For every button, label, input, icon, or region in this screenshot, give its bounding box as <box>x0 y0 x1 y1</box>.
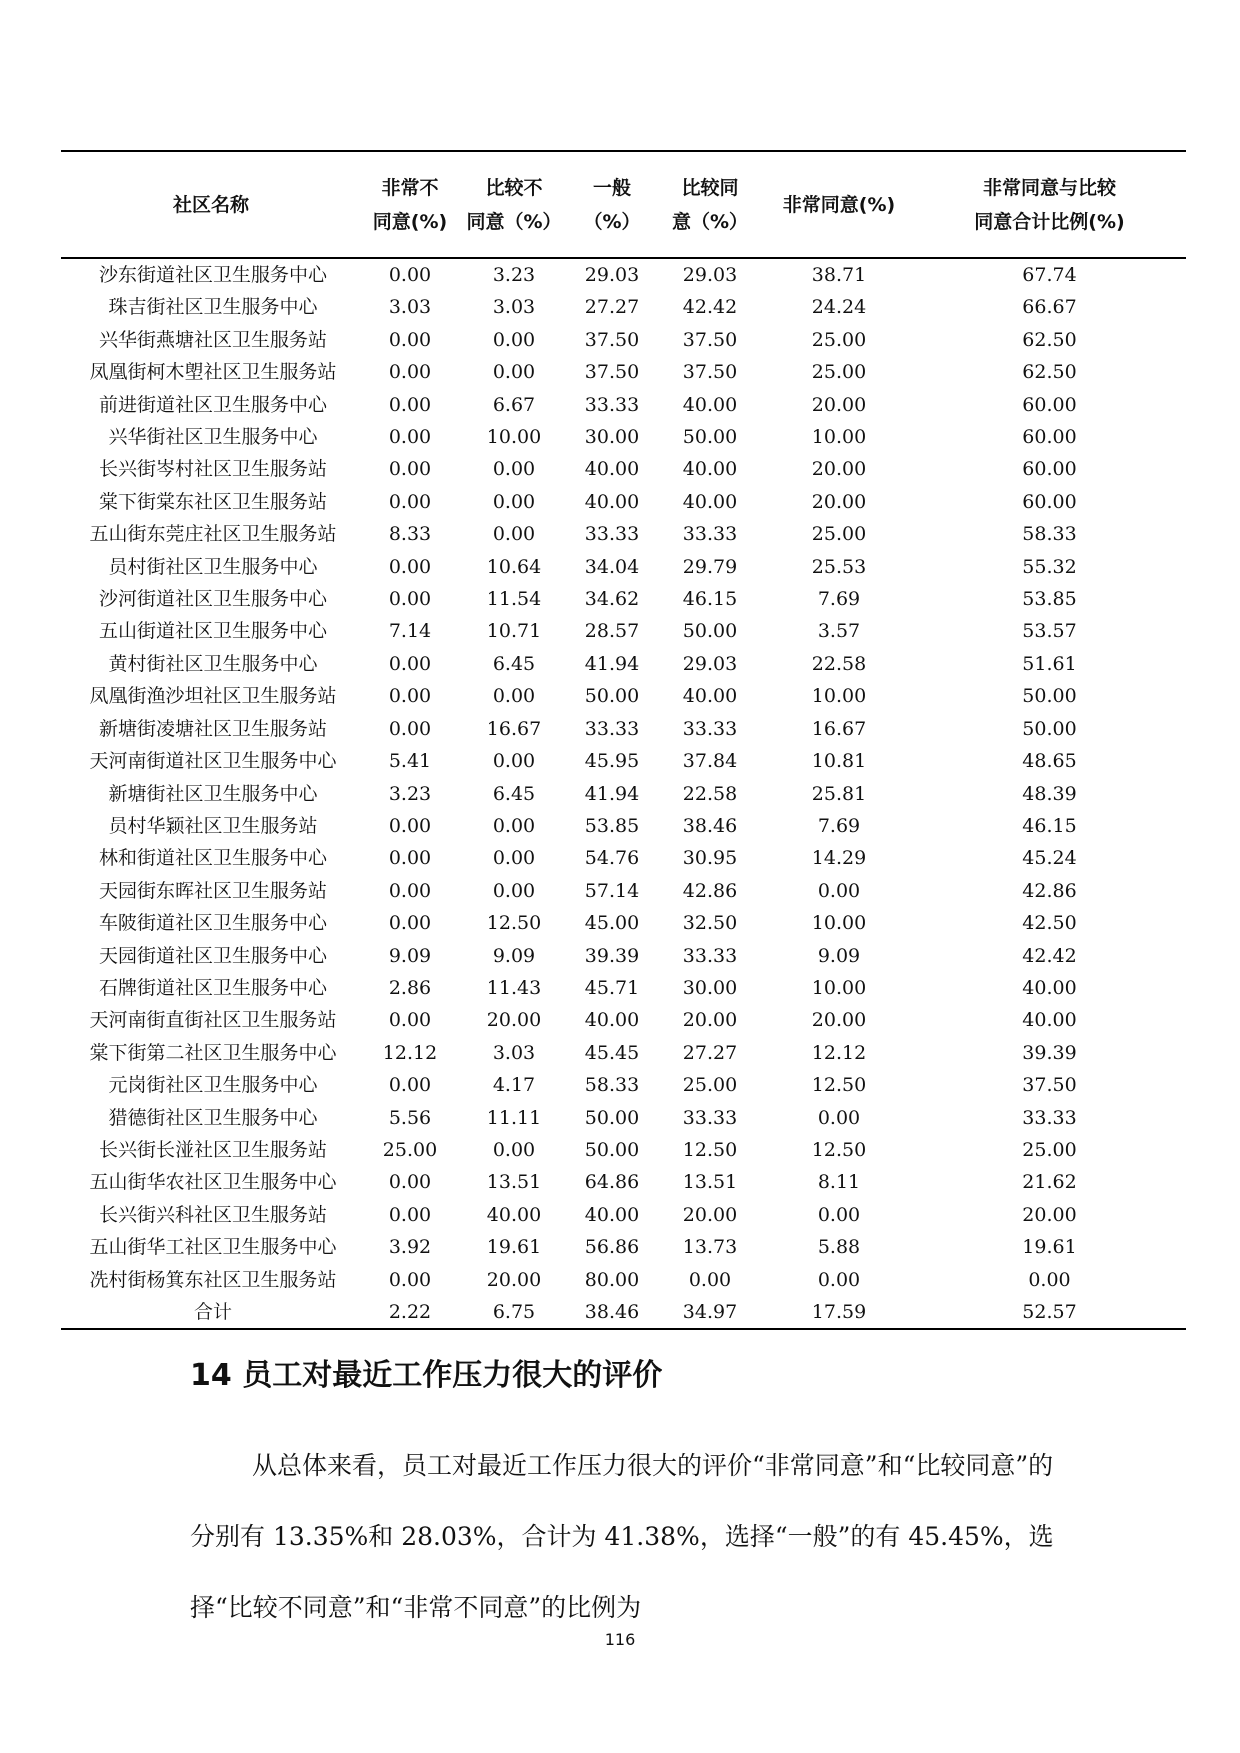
table-row <box>61 518 1186 550</box>
value-cell: 0.00 <box>492 1138 536 1161</box>
value-cell: 29.03 <box>584 264 640 286</box>
value-cell: 39.39 <box>1022 1041 1077 1064</box>
value-cell: 0.00 <box>388 1074 432 1097</box>
section-heading: 14 员工对最近工作压力很大的评价 <box>190 1358 663 1393</box>
value-cell: 37.84 <box>682 750 738 773</box>
community-name-cell: 长兴街岑村社区卫生服务站 <box>98 458 327 481</box>
value-cell: 60.00 <box>1022 490 1077 513</box>
community-name-cell: 棠下街第二社区卫生服务中心 <box>89 1041 337 1064</box>
community-name-cell: 五山街华工社区卫生服务中心 <box>89 1236 337 1259</box>
value-cell: 50.00 <box>682 426 738 449</box>
value-cell: 0.00 <box>817 1203 861 1226</box>
value-cell: 48.65 <box>1022 750 1077 773</box>
body-paragraph-text: 从总体来看，员工对最近工作压力很大的评价“非常同意”和“比较同意”的分别有 13.35%和 28.03%，合计为 41.38%，选择“一般”的有 45.45%，选择“比较不同意”和“非常不同意”的比例为 <box>190 1451 1054 1622</box>
value-cell: 40.00 <box>584 1009 640 1032</box>
value-cell: 46.15 <box>682 588 738 611</box>
value-cell: 10.00 <box>811 912 867 935</box>
table-row <box>61 356 1186 388</box>
value-cell: 46.15 <box>1022 814 1077 837</box>
value-cell: 20.00 <box>682 1009 738 1032</box>
value-cell: 57.14 <box>584 879 640 902</box>
value-cell: 58.33 <box>1022 523 1077 546</box>
community-name-cell: 新塘街凌塘社区卫生服务站 <box>98 717 327 740</box>
value-cell: 0.00 <box>388 1009 432 1032</box>
value-cell: 50.00 <box>584 1138 640 1161</box>
table-row <box>61 453 1186 485</box>
value-cell: 20.00 <box>811 1009 867 1032</box>
value-cell: 29.79 <box>682 555 738 578</box>
value-cell: 50.00 <box>1022 717 1077 740</box>
value-cell: 10.81 <box>811 750 867 773</box>
value-cell: 0.00 <box>388 588 432 611</box>
table-row <box>61 875 1186 907</box>
value-cell: 0.00 <box>817 879 861 902</box>
value-cell: 0.00 <box>492 847 536 870</box>
value-cell: 10.00 <box>811 426 867 449</box>
value-cell: 0.00 <box>388 685 432 708</box>
value-cell: 3.23 <box>388 782 432 805</box>
value-cell: 0.00 <box>388 814 432 837</box>
value-cell: 0.00 <box>817 1106 861 1129</box>
value-cell: 40.00 <box>486 1203 542 1226</box>
table-row <box>61 972 1186 1004</box>
value-cell: 0.00 <box>388 490 432 513</box>
community-name-cell: 天河南街直街社区卫生服务站 <box>89 1009 337 1032</box>
value-cell: 45.95 <box>584 750 640 773</box>
value-cell: 38.46 <box>682 814 738 837</box>
value-cell: 0.00 <box>492 750 536 773</box>
value-cell: 53.85 <box>584 814 640 837</box>
table-row <box>61 291 1186 323</box>
value-cell: 37.50 <box>682 328 738 351</box>
value-cell: 7.69 <box>817 814 861 837</box>
community-name-cell: 合计 <box>193 1301 232 1323</box>
value-cell: 52.57 <box>1022 1301 1077 1323</box>
value-cell: 42.42 <box>1022 944 1077 967</box>
value-cell: 0.00 <box>388 1203 432 1226</box>
value-cell: 25.00 <box>1022 1138 1077 1161</box>
value-cell: 33.33 <box>682 1106 738 1129</box>
value-cell: 0.00 <box>388 361 432 384</box>
column-header: 比较同 意（%） <box>671 176 749 233</box>
value-cell: 25.00 <box>811 328 867 351</box>
value-cell: 13.51 <box>486 1171 542 1194</box>
value-cell: 8.33 <box>388 523 432 546</box>
value-cell: 6.67 <box>492 393 536 416</box>
value-cell: 50.00 <box>584 685 640 708</box>
community-name-cell: 新塘街社区卫生服务中心 <box>108 782 318 805</box>
value-cell: 40.00 <box>1022 1009 1077 1032</box>
value-cell: 0.00 <box>388 1268 432 1291</box>
value-cell: 66.67 <box>1022 296 1077 319</box>
value-cell: 0.00 <box>388 393 432 416</box>
value-cell: 3.03 <box>388 296 432 319</box>
value-cell: 29.03 <box>682 652 738 675</box>
value-cell: 48.39 <box>1022 782 1077 805</box>
value-cell: 41.94 <box>584 782 640 805</box>
value-cell: 40.00 <box>1022 976 1077 999</box>
value-cell: 53.85 <box>1022 588 1077 611</box>
value-cell: 62.50 <box>1022 328 1077 351</box>
value-cell: 37.50 <box>1022 1074 1077 1097</box>
value-cell: 37.50 <box>584 328 640 351</box>
table-row <box>61 1264 1186 1296</box>
value-cell: 0.00 <box>388 426 432 449</box>
value-cell: 39.39 <box>584 944 640 967</box>
value-cell: 56.86 <box>584 1236 640 1259</box>
table-row <box>61 940 1186 972</box>
column-header: 一般 （%） <box>583 176 641 233</box>
community-name-cell: 前进街道社区卫生服务中心 <box>98 393 327 416</box>
community-name-cell: 车陂街道社区卫生服务中心 <box>98 912 327 935</box>
column-header: 非常不 同意(%) <box>372 176 448 233</box>
value-cell: 12.50 <box>682 1138 738 1161</box>
value-cell: 25.00 <box>811 523 867 546</box>
community-name-cell: 天园街道社区卫生服务中心 <box>98 944 327 967</box>
value-cell: 0.00 <box>388 264 432 286</box>
value-cell: 3.03 <box>492 296 536 319</box>
community-name-cell: 石牌街道社区卫生服务中心 <box>98 976 327 999</box>
community-name-cell: 长兴街长湴社区卫生服务站 <box>98 1138 327 1161</box>
table-header-row <box>61 151 1186 258</box>
value-cell: 0.00 <box>492 879 536 902</box>
value-cell: 33.33 <box>584 717 640 740</box>
column-header: 比较不 同意（%） <box>466 176 562 233</box>
value-cell: 42.42 <box>682 296 738 319</box>
column-header: 非常同意(%) <box>782 193 896 216</box>
table-row <box>61 778 1186 810</box>
table-row <box>61 1037 1186 1069</box>
community-name-cell: 冼村街杨箕东社区卫生服务站 <box>89 1268 337 1291</box>
value-cell: 40.00 <box>584 458 640 481</box>
community-name-cell: 珠吉街社区卫生服务中心 <box>108 296 318 319</box>
value-cell: 20.00 <box>811 458 867 481</box>
value-cell: 40.00 <box>682 685 738 708</box>
value-cell: 20.00 <box>486 1268 542 1291</box>
value-cell: 64.86 <box>584 1171 640 1194</box>
value-cell: 50.00 <box>584 1106 640 1129</box>
value-cell: 34.04 <box>584 555 640 578</box>
value-cell: 29.03 <box>682 264 738 286</box>
value-cell: 0.00 <box>388 652 432 675</box>
community-name-cell: 天园街东晖社区卫生服务站 <box>98 879 327 902</box>
value-cell: 3.03 <box>492 1041 536 1064</box>
value-cell: 33.33 <box>682 523 738 546</box>
value-cell: 6.45 <box>492 782 536 805</box>
table-row <box>61 421 1186 453</box>
value-cell: 27.27 <box>584 296 640 319</box>
value-cell: 60.00 <box>1022 393 1077 416</box>
value-cell: 0.00 <box>492 523 536 546</box>
value-cell: 30.95 <box>682 847 738 870</box>
community-name-cell: 五山街华农社区卫生服务中心 <box>89 1171 337 1194</box>
value-cell: 16.67 <box>811 717 867 740</box>
community-name-cell: 五山街道社区卫生服务中心 <box>98 620 327 643</box>
value-cell: 32.50 <box>682 912 738 935</box>
value-cell: 20.00 <box>682 1203 738 1226</box>
community-name-cell: 长兴街兴科社区卫生服务站 <box>98 1203 327 1226</box>
value-cell: 20.00 <box>811 393 867 416</box>
value-cell: 2.22 <box>388 1301 432 1323</box>
value-cell: 25.53 <box>811 555 867 578</box>
table-row <box>61 1166 1186 1198</box>
value-cell: 5.88 <box>817 1236 861 1259</box>
table-row <box>61 745 1186 777</box>
value-cell: 25.00 <box>682 1074 738 1097</box>
value-cell: 25.81 <box>811 782 867 805</box>
table-row <box>61 810 1186 842</box>
value-cell: 37.50 <box>682 361 738 384</box>
community-name-cell: 兴华街燕塘社区卫生服务站 <box>98 328 327 351</box>
community-name-cell: 林和街道社区卫生服务中心 <box>98 847 327 870</box>
value-cell: 0.00 <box>492 361 536 384</box>
value-cell: 0.00 <box>492 458 536 481</box>
table-row <box>61 583 1186 615</box>
value-cell: 19.61 <box>486 1236 542 1259</box>
value-cell: 25.00 <box>382 1138 438 1161</box>
value-cell: 10.71 <box>486 620 542 643</box>
value-cell: 13.73 <box>682 1236 738 1259</box>
value-cell: 14.29 <box>811 847 867 870</box>
value-cell: 0.00 <box>388 912 432 935</box>
body-paragraph <box>190 1430 1060 1643</box>
page-number: 116 <box>604 1630 636 1649</box>
value-cell: 8.11 <box>817 1171 861 1194</box>
value-cell: 62.50 <box>1022 361 1077 384</box>
value-cell: 0.00 <box>492 814 536 837</box>
community-name-cell: 员村街社区卫生服务中心 <box>108 555 318 578</box>
value-cell: 3.23 <box>492 264 536 286</box>
value-cell: 40.00 <box>682 458 738 481</box>
value-cell: 0.00 <box>492 490 536 513</box>
value-cell: 25.00 <box>811 361 867 384</box>
value-cell: 7.14 <box>388 620 432 643</box>
value-cell: 55.32 <box>1022 555 1077 578</box>
value-cell: 19.61 <box>1022 1236 1077 1259</box>
value-cell: 30.00 <box>682 976 738 999</box>
value-cell: 33.33 <box>682 717 738 740</box>
table-row <box>61 648 1186 680</box>
value-cell: 40.00 <box>584 490 640 513</box>
community-name-cell: 猎德街社区卫生服务中心 <box>108 1106 318 1129</box>
table-row <box>61 324 1186 356</box>
value-cell: 9.09 <box>388 944 432 967</box>
value-cell: 9.09 <box>492 944 536 967</box>
value-cell: 12.50 <box>811 1138 867 1161</box>
value-cell: 11.11 <box>486 1106 542 1129</box>
value-cell: 22.58 <box>811 652 867 675</box>
value-cell: 34.97 <box>682 1301 738 1323</box>
table-row <box>61 1199 1186 1231</box>
value-cell: 0.00 <box>1028 1268 1071 1291</box>
value-cell: 27.27 <box>682 1041 738 1064</box>
value-cell: 40.00 <box>682 393 738 416</box>
community-name-cell: 元岗街社区卫生服务中心 <box>108 1074 318 1097</box>
table-row <box>61 486 1186 518</box>
value-cell: 0.00 <box>492 328 536 351</box>
value-cell: 11.43 <box>486 976 542 999</box>
value-cell: 45.71 <box>584 976 640 999</box>
value-cell: 0.00 <box>388 717 432 740</box>
value-cell: 50.00 <box>1022 685 1077 708</box>
table-row <box>61 1004 1186 1036</box>
value-cell: 3.92 <box>388 1236 432 1259</box>
value-cell: 20.00 <box>486 1009 542 1032</box>
community-name-cell: 五山街东莞庄社区卫生服务站 <box>89 523 337 546</box>
value-cell: 0.00 <box>388 458 432 481</box>
community-name-cell: 兴华街社区卫生服务中心 <box>108 426 318 449</box>
value-cell: 0.00 <box>817 1268 861 1291</box>
value-cell: 12.12 <box>811 1041 867 1064</box>
table-row <box>61 713 1186 745</box>
value-cell: 0.00 <box>388 555 432 578</box>
community-name-cell: 沙河街道社区卫生服务中心 <box>98 588 327 611</box>
value-cell: 2.86 <box>388 976 432 999</box>
value-cell: 58.33 <box>584 1074 640 1097</box>
community-name-cell: 员村华颖社区卫生服务站 <box>108 814 318 837</box>
value-cell: 42.50 <box>1022 912 1077 935</box>
value-cell: 20.00 <box>1022 1203 1077 1226</box>
value-cell: 9.09 <box>817 944 861 967</box>
value-cell: 28.57 <box>584 620 640 643</box>
community-name-cell: 黄村街社区卫生服务中心 <box>108 652 318 675</box>
value-cell: 30.00 <box>584 426 640 449</box>
value-cell: 51.61 <box>1022 652 1077 675</box>
column-header: 社区名称 <box>172 193 249 216</box>
value-cell: 10.64 <box>486 555 542 578</box>
community-name-cell: 天河南街道社区卫生服务中心 <box>89 750 337 773</box>
table-row <box>61 1134 1186 1166</box>
value-cell: 7.69 <box>817 588 861 611</box>
value-cell: 38.71 <box>811 264 867 286</box>
value-cell: 34.62 <box>584 588 640 611</box>
community-name-cell: 凤凰街渔沙坦社区卫生服务站 <box>89 685 337 708</box>
value-cell: 40.00 <box>584 1203 640 1226</box>
value-cell: 10.00 <box>811 976 867 999</box>
table-row <box>61 1069 1186 1101</box>
value-cell: 4.17 <box>492 1074 536 1097</box>
table-row <box>61 615 1186 647</box>
column-header: 非常同意与比较 同意合计比例(%) <box>974 176 1125 233</box>
value-cell: 16.67 <box>486 717 542 740</box>
value-cell: 5.56 <box>388 1106 432 1129</box>
table-body <box>61 258 1186 1329</box>
value-cell: 60.00 <box>1022 458 1077 481</box>
value-cell: 45.45 <box>584 1041 640 1064</box>
value-cell: 0.00 <box>388 879 432 902</box>
value-cell: 0.00 <box>388 847 432 870</box>
value-cell: 41.94 <box>584 652 640 675</box>
value-cell: 42.86 <box>1022 879 1077 902</box>
value-cell: 11.54 <box>486 588 542 611</box>
table-row <box>61 1102 1186 1134</box>
value-cell: 5.41 <box>388 750 432 773</box>
value-cell: 0.00 <box>492 685 536 708</box>
value-cell: 45.00 <box>584 912 640 935</box>
value-cell: 67.74 <box>1022 264 1077 286</box>
value-cell: 42.86 <box>682 879 738 902</box>
value-cell: 21.62 <box>1022 1171 1077 1194</box>
value-cell: 10.00 <box>811 685 867 708</box>
table-row <box>61 258 1186 291</box>
value-cell: 20.00 <box>811 490 867 513</box>
value-cell: 40.00 <box>682 490 738 513</box>
table-row <box>61 842 1186 874</box>
value-cell: 37.50 <box>584 361 640 384</box>
table-total-row <box>61 1296 1186 1329</box>
value-cell: 38.46 <box>584 1301 640 1323</box>
value-cell: 33.33 <box>1022 1106 1077 1129</box>
value-cell: 0.00 <box>388 1171 432 1194</box>
value-cell: 80.00 <box>584 1268 640 1291</box>
value-cell: 24.24 <box>811 296 867 319</box>
value-cell: 12.12 <box>382 1041 438 1064</box>
table-row <box>61 389 1186 421</box>
community-name-cell: 沙东街道社区卫生服务中心 <box>98 264 327 286</box>
value-cell: 12.50 <box>811 1074 867 1097</box>
value-cell: 12.50 <box>486 912 542 935</box>
value-cell: 33.33 <box>682 944 738 967</box>
value-cell: 45.24 <box>1022 847 1077 870</box>
table-row <box>61 680 1186 712</box>
value-cell: 50.00 <box>682 620 738 643</box>
satisfaction-table <box>61 150 1186 1330</box>
value-cell: 10.00 <box>486 426 542 449</box>
value-cell: 6.45 <box>492 652 536 675</box>
value-cell: 33.33 <box>584 393 640 416</box>
table-row <box>61 551 1186 583</box>
value-cell: 0.00 <box>388 328 432 351</box>
value-cell: 6.75 <box>492 1301 536 1323</box>
community-name-cell: 棠下街棠东社区卫生服务站 <box>98 490 327 513</box>
table-row <box>61 907 1186 939</box>
value-cell: 53.57 <box>1022 620 1077 643</box>
value-cell: 22.58 <box>682 782 738 805</box>
value-cell: 54.76 <box>584 847 640 870</box>
value-cell: 60.00 <box>1022 426 1077 449</box>
value-cell: 13.51 <box>682 1171 738 1194</box>
value-cell: 17.59 <box>811 1301 867 1323</box>
community-name-cell: 凤凰街柯木塱社区卫生服务站 <box>89 361 337 384</box>
table-row <box>61 1231 1186 1263</box>
value-cell: 3.57 <box>817 620 861 643</box>
value-cell: 0.00 <box>688 1268 732 1291</box>
value-cell: 33.33 <box>584 523 640 546</box>
